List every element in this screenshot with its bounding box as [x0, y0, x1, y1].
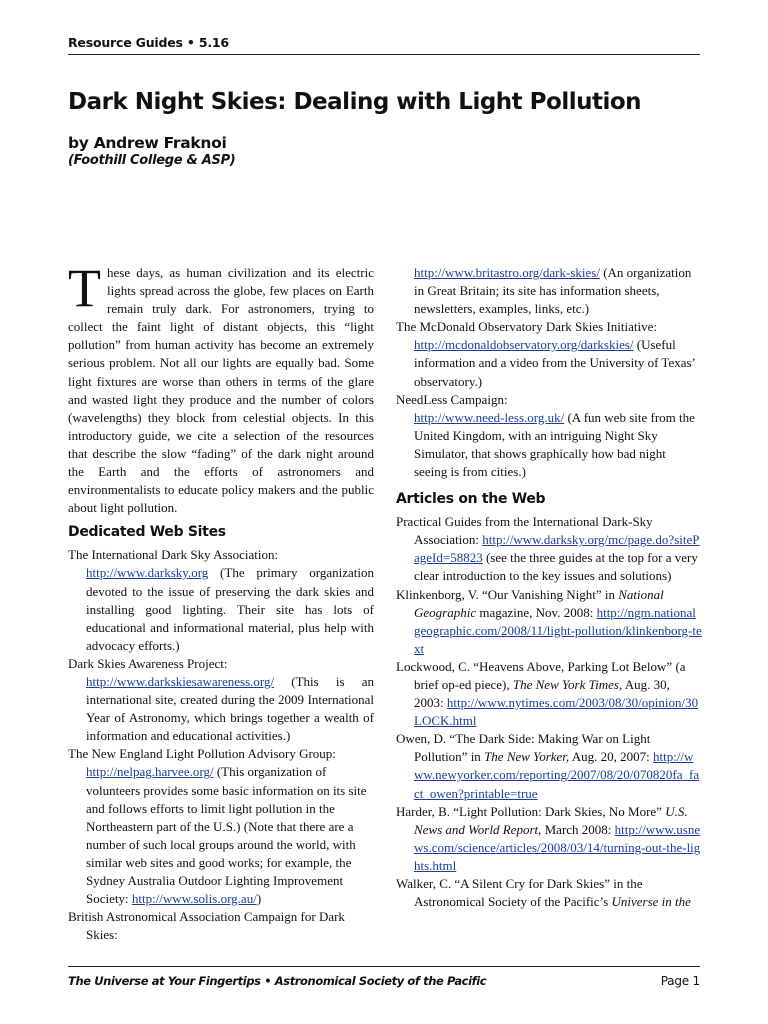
link-darksky-guides[interactable]: http://www.darksky.org/mc/page.do?sitePageId=58823 — [414, 532, 700, 566]
author-byline: by Andrew Fraknoi — [68, 134, 227, 152]
footer-publisher: The Universe at Your Fingertips • Astronomical Society of the Pacific — [68, 974, 487, 988]
list-item-dsap: Dark Skies Awareness Project: http://www.darkskiesawareness.org/ (This is an international site, created during the 2009 International Year of Astronomy, which brings together a wealth of information and educational activities.) — [68, 655, 374, 744]
header-label: Resource Guides • 5.16 — [68, 35, 229, 50]
entry-name: British Astronomical Association Campaign for Dark Skies: — [68, 909, 345, 943]
list-item-walker: Walker, C. “A Silent Cry for Dark Skies” in the Astronomical Society of the Pacific’s Universe in the — [396, 876, 691, 910]
link-needless[interactable]: http://www.need-less.org.uk/ — [414, 409, 565, 425]
intro-paragraph — [68, 258, 374, 517]
author-affiliation: (Foothill College & ASP) — [68, 153, 236, 168]
link-solis[interactable]: http://www.solis.org.au/ — [131, 891, 257, 907]
link-darksky[interactable]: http://www.darksky.org — [86, 565, 209, 581]
link-darkskiesawareness[interactable]: http://www.darkskiesawareness.org/ — [86, 673, 275, 689]
link-nytimes[interactable]: http://www.nytimes.com/2003/08/30/opinion/30LOCK.html — [414, 695, 699, 729]
link-britastro[interactable]: http://www.britastro.org/dark-skies/ — [414, 265, 600, 280]
entry-name: The McDonald Observatory Dark Skies Initiative: — [396, 319, 658, 335]
page-title: Dark Night Skies: Dealing with Light Pollution — [68, 89, 642, 115]
list-item-mcdonald: The McDonald Observatory Dark Skies Initiative: http://mcdonaldobservatory.org/darkskies/ (Useful information and a video from the University of Texas’ observatory.) — [396, 318, 702, 390]
section-heading-dedicated: Dedicated Web Sites — [68, 524, 226, 541]
footer-rule — [68, 966, 700, 967]
list-item-lockwood: Lockwood, C. “Heavens Above, Parking Lot Below” (a brief op-ed piece), The New York Times, Aug. 30, 2003: http://www.nytimes.com/2003/08/30/opinion/30LOCK.html — [396, 658, 699, 729]
list-item-practical: Practical Guides from the International Dark-Sky Association: http://www.darksky.org/mc/page.do?sitePageId=58823 (see the three guides at the top for a very clear introduction to the key issues and solutions) — [396, 514, 700, 584]
list-item-owen: Owen, D. “The Dark Side: Making War on Light Pollution” in The New Yorker, Aug. 20, 2007: http://www.newyorker.com/reporting/2007/08/20/070820fa_fact_owen?printable=true — [396, 731, 700, 801]
link-usnews[interactable]: http://www.usnews.com/science/articles/2008/03/14/turning-out-the-lights.html — [414, 821, 701, 873]
right-column — [396, 264, 702, 911]
header-rule — [68, 54, 700, 55]
intro-text: hese days, as human civilization and its electric lights spread across the globe, few places on Earth remain truly dark. For astronomers, trying to collect the faint light of distant objects, this “light pollution” from human activity has become an extremely serious problem. Not all our lights are equally bad. Some light fixtures are worse than others in terms of the glare and wasted light they produce and the number of colors (wavelengths) they block from celestial objects. In this introductory guide, we cite a selection of the resources that describe the slow “fading” of the dark night around the Earth and the efforts of astronomers and environmentalists to educate policy makers and the public about light pollution. — [68, 265, 374, 516]
entry-name: The New England Light Pollution Advisory Group: — [68, 746, 336, 762]
list-item-baa — [68, 908, 374, 944]
entry-name: Dark Skies Awareness Project: — [68, 655, 228, 671]
page-header — [68, 32, 700, 51]
link-newyorker[interactable]: http://www.newyorker.com/reporting/2007/08/20/070820fa_fact_owen?printable=true — [414, 749, 700, 801]
list-item-nelpag: The New England Light Pollution Advisory Group: http://nelpag.harvee.org/ (This organization of volunteers provides some basic information on its site and follows efforts to limit light pollution in the Northeastern part of the U.S.) (Note that there are a number of such local groups around the world, with similar web sites and good works; for example, the Sydney Australia Outdoor Lighting Improvement Society: http://www.solis.org.au/) — [68, 745, 374, 908]
left-column — [68, 258, 374, 944]
list-item-needless: NeedLess Campaign: http://www.need-less.org.uk/ (A fun web site from the United Kingdom, with an intriguing Night Sky Simulator, that shows graphically how bad night seeing is from cities.) — [396, 391, 702, 481]
link-mcdonald[interactable]: http://mcdonaldobservatory.org/darkskies/ — [414, 337, 634, 353]
link-nelpag[interactable]: http://nelpag.harvee.org/ — [86, 764, 214, 780]
list-item-baa-cont: http://www.britastro.org/dark-skies/ (An organization in Great Britain; its site has information sheets, newsletters, examples, links, etc.) — [414, 265, 692, 317]
list-item-harder: Harder, B. “Light Pollution: Dark Skies, No More” U.S. News and World Report, March 2008: http://www.usnews.com/science/articles/2008/03/14/turning-out-the-lights.html — [396, 803, 701, 873]
section-heading-articles: Articles on the Web — [396, 491, 546, 508]
link-natgeo[interactable]: http://ngm.nationalgeographic.com/2008/11/light-pollution/klinkenborg-text — [414, 604, 702, 656]
entry-name: NeedLess Campaign: — [396, 391, 508, 407]
page-number: Page 1 — [660, 974, 700, 988]
entry-name: The International Dark Sky Association: — [68, 547, 279, 563]
drop-cap: T — [68, 258, 101, 318]
list-item-klinkenborg: Klinkenborg, V. “Our Vanishing Night” in National Geographic magazine, Nov. 2008: http://ngm.nationalgeographic.com/2008/11/light-pollution/klinkenborg-text — [396, 586, 702, 656]
list-item-ida: The International Dark Sky Association: http://www.darksky.org (The primary organization devoted to the issue of preserving the dark skies and installing good lighting. Their site has lots of educational and informational material, plus help with advocacy efforts.) — [68, 547, 374, 653]
